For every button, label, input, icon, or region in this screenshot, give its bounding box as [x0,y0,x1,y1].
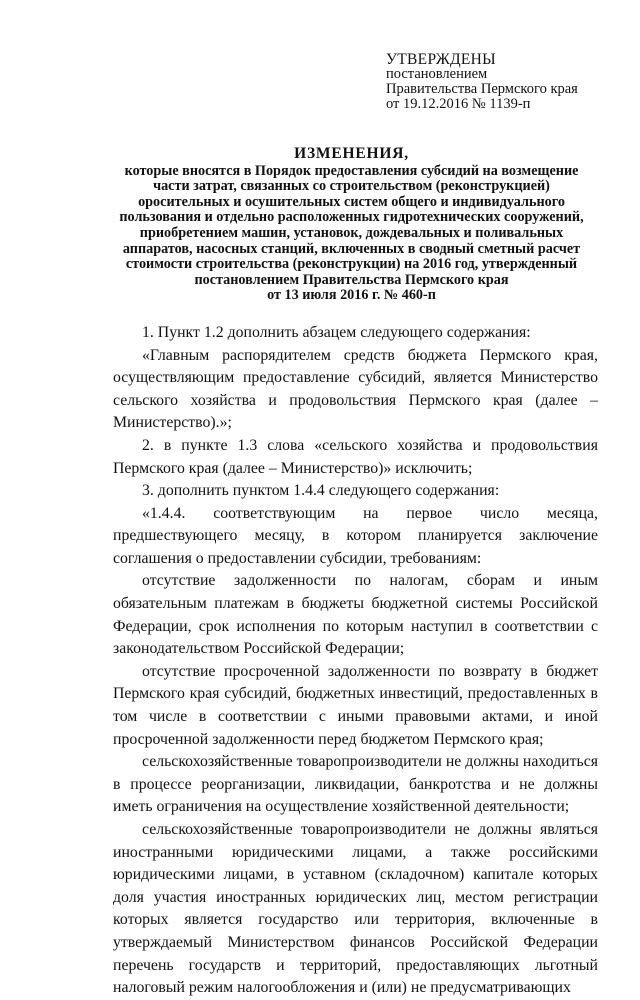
subtitle-line: части затрат, связанных со строительством (реконструкцией) [153,178,550,195]
subtitle-line: приобретением машин, установок, дождевальных и поливальных [139,224,564,241]
subtitle-line: постановлением Правительства Пермского края [194,271,509,288]
document-heading: ИЗМЕНЕНИЯ, [294,145,409,162]
subtitle-line: которые вносятся в Порядок предоставления субсидий на возмещение [124,162,579,179]
paragraph: 2. в пункте 1.3 слова «сельского хозяйства и продовольствия Пермского края (далее – Министерство)» исключить; [113,436,598,477]
approval-stamp [386,52,598,112]
paragraph: отсутствие просроченной задолженности по возврату в бюджет Пермского края субсидий, бюджетных инвестиций, предоставленных в том числе в соответствии с иными правовыми актами, и иной просроченной задолженности перед бюджетом Пермского края; [113,662,598,748]
document-title [113,146,598,304]
paragraph: сельскохозяйственные товаропроизводители не должны находиться в процессе реорганизации, ликвидации, банкротства и не должны иметь ограничения на осуществление хозяйственной деятельности; [113,753,598,816]
subtitle-line: от 13 июля 2016 г. № 460-п [267,287,436,304]
subtitle-line: стоимости строительства (реконструкции) на 2016 год, утвержденный [125,256,578,273]
approval-title: УТВЕРЖДЕНЫ [386,51,496,68]
paragraph: отсутствие задолженности по налогам, сборам и иным обязательным платежам в бюджеты бюджетной системы Российской Федерации, срок исполнения по которым наступил в соответствии с законодательством Российской Федерации; [113,572,598,658]
paragraph: сельскохозяйственные товаропроизводители не должны являться иностранными юридическими лицами, а также российскими юридическими лицами, в уставном (складочном) капитале которых доля участия иностранных юридических лиц, местом регистрации которых является государство или территория, включенные в утверждаемый Министерством финансов Российской Федерации перечень государств и территорий, предоставляющих льготный налоговый режим налогообложения и (или) не предусматривающих [113,821,598,997]
paragraph: «1.4.4. соответствующим на первое число месяца, предшествующего месяцу, в котором планируется заключение соглашения о предоставлении субсидии, требованиям: [113,504,598,567]
approval-line: Правительства Пермского края [386,81,578,97]
approval-line: постановлением [386,66,488,82]
subtitle-line: пользования и отдельно расположенных гидротехнических сооружений, [119,209,584,226]
subtitle-line: аппаратов, насосных станций, включенных в сводный сметный расчет [122,240,581,257]
paragraph: 1. Пункт 1.2 дополнить абзацем следующего содержания: [142,323,531,341]
paragraph: «Главным распорядителем средств бюджета Пермского края, осуществляющим предоставление субсидий, является Министерство сельского хозяйства и продовольствия Пермского края (далее – Министерство).»; [113,346,598,432]
paragraph: 3. дополнить пунктом 1.4.4 следующего содержания: [142,482,500,500]
document-body [113,322,598,1000]
approval-date: от 19.12.2016 № 1139-п [386,96,531,112]
subtitle-line: оросительных и осушительных систем общего и индивидуального [138,193,565,210]
